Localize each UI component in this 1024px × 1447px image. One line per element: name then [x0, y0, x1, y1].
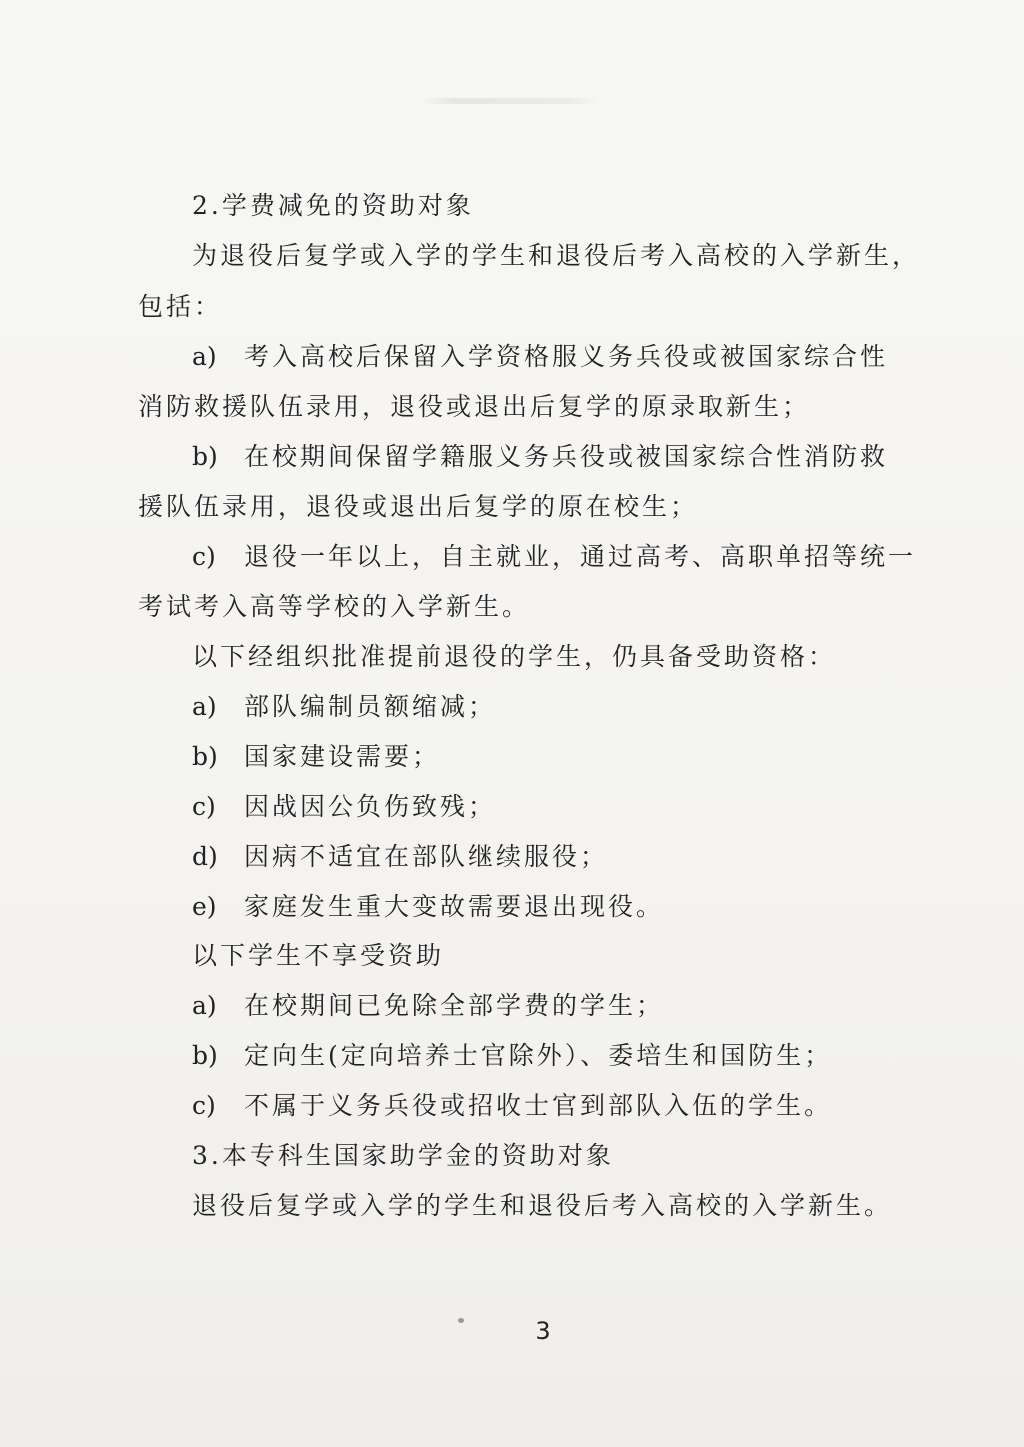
list-item-text: 定向生(定向培养士官除外）、委培生和国防生；: [244, 1041, 833, 1070]
list-item-text: 因战因公负伤致残；: [244, 792, 497, 821]
early-discharge-item-a: [192, 692, 496, 722]
eligible-item-b-line-1: [192, 442, 888, 472]
list-marker: b): [192, 742, 218, 771]
early-discharge-intro: 以下经组织批准提前退役的学生，仍具备受助资格：: [192, 642, 837, 671]
eligible-item-b-line-2: 援队伍录用，退役或退出后复学的原在校生；: [138, 492, 699, 521]
early-discharge-item-d: [192, 842, 608, 872]
list-marker: b): [192, 442, 218, 471]
list-item-text: 退役一年以上，自主就业，通过高考、高职单招等统一: [244, 542, 917, 571]
eligible-item-c-line-1: [192, 542, 916, 572]
list-item-text: 不属于义务兵役或招收士官到部队入伍的学生。: [244, 1091, 833, 1120]
list-marker: c): [192, 792, 216, 821]
list-marker: a): [192, 342, 217, 371]
list-marker: b): [192, 1041, 218, 1070]
exclusion-item-a: [192, 991, 664, 1021]
list-item-text: 家庭发生重大变故需要退出现役。: [244, 892, 665, 921]
exclusion-item-b: [192, 1041, 832, 1071]
list-marker: c): [192, 542, 216, 571]
section-3-heading: 3.本专科生国家助学金的资助对象: [192, 1141, 614, 1170]
list-item-text: 因病不适宜在部队继续服役；: [244, 842, 609, 871]
list-item-text: 部队编制员额缩减；: [244, 692, 497, 721]
list-marker: d): [192, 842, 218, 871]
page-number: 3: [535, 1317, 551, 1345]
list-item-text: 在校期间保留学籍服义务兵役或被国家综合性消防救: [244, 442, 889, 471]
list-item-text: 在校期间已免除全部学费的学生；: [244, 991, 665, 1020]
early-discharge-item-e: [192, 892, 664, 922]
early-discharge-item-c: [192, 792, 496, 822]
list-marker: a): [192, 991, 217, 1020]
list-marker: c): [192, 1091, 216, 1120]
eligible-item-a-line-1: [192, 342, 888, 372]
section-2-heading: 2.学费减免的资助对象: [192, 191, 474, 220]
list-marker: a): [192, 692, 217, 721]
eligible-item-c-line-2: 考试考入高等学校的入学新生。: [138, 592, 531, 621]
scan-speck: [458, 1318, 464, 1323]
exclusion-item-c: [192, 1091, 832, 1121]
section-3-body: 退役后复学或入学的学生和退役后考入高校的入学新生。: [192, 1191, 893, 1220]
list-item-text: 国家建设需要；: [244, 742, 441, 771]
section-2-intro-line-2: 包括：: [138, 292, 223, 321]
early-discharge-item-b: [192, 742, 440, 772]
list-marker: e): [192, 892, 217, 921]
eligible-item-a-line-2: 消防救援队伍录用，退役或退出后复学的原录取新生；: [138, 392, 811, 421]
scan-artifact: [420, 98, 600, 104]
exclusion-intro: 以下学生不享受资助: [192, 941, 445, 970]
section-2-intro-line-1: 为退役后复学或入学的学生和退役后考入高校的入学新生，: [192, 241, 921, 270]
list-item-text: 考入高校后保留入学资格服义务兵役或被国家综合性: [244, 342, 889, 371]
